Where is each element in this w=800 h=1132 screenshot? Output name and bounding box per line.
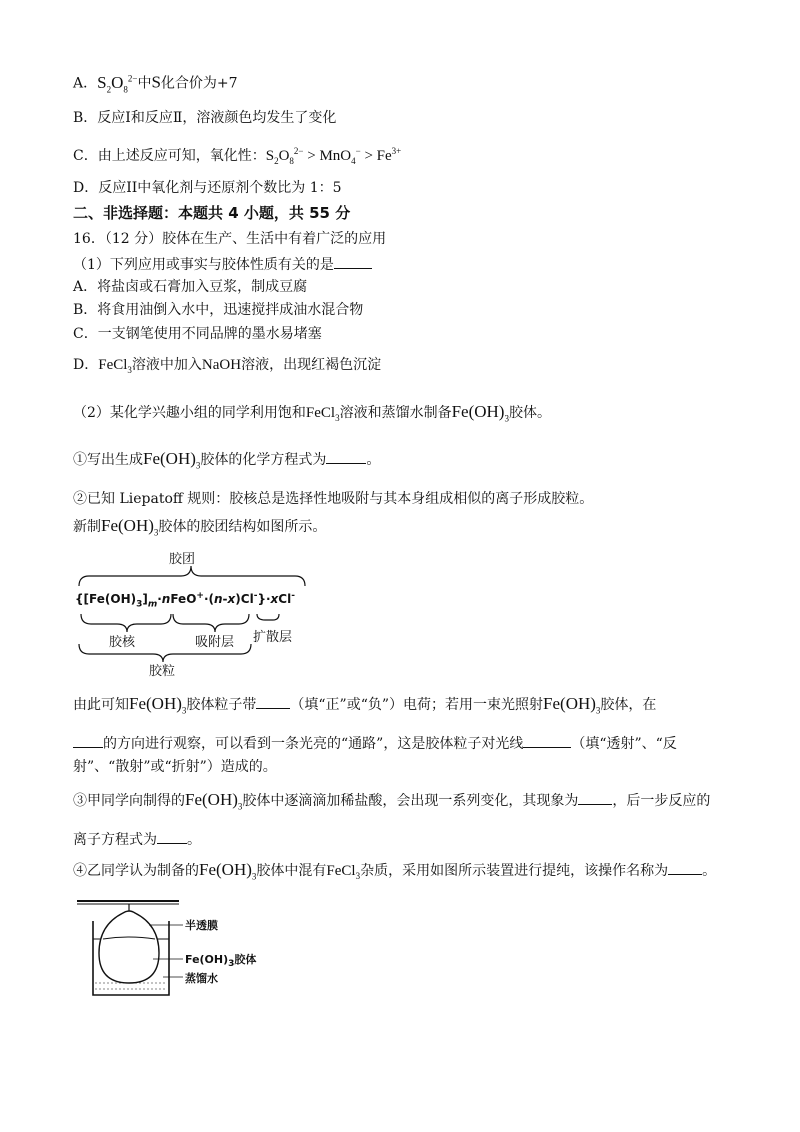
label-membrane: 半透膜 [185, 919, 218, 932]
chem-s2o8: $S_2O_8^{2-}$ [97, 72, 138, 95]
micelle-formula: $\{[Fe(OH)_3]_m\cdot nFeO^+\cdot(n-x)Cl^-\}\cdot xCl^-$ [75, 591, 295, 610]
q16-part2 [73, 402, 551, 428]
dialysis-diagram [73, 895, 273, 1005]
text-a: ③甲同学向制得的 [73, 793, 185, 809]
option-c-prefix: C．由上述反应可知，氧化性： [73, 148, 266, 164]
q16-sub1 [73, 449, 380, 475]
q16-part1-c: C．一支钢笔使用不同品牌的墨水易堵塞 [73, 326, 322, 342]
chem-feoh3: $Fe(OH)_3$ [199, 860, 257, 882]
option-a [73, 68, 238, 99]
answer-blank[interactable] [157, 829, 187, 844]
q16-part1-d [73, 355, 381, 380]
label-core: 胶核 [109, 635, 136, 650]
answer-blank[interactable] [73, 733, 103, 748]
text-b: 胶体中混有 [256, 863, 327, 879]
q16-stem: 16．（12 分）胶体在生产、生活中有着广泛的应用 [73, 231, 387, 247]
chem-feoh3: $Fe(OH)_3$ [143, 449, 201, 471]
label-micelle: 胶团 [169, 552, 196, 567]
option-label: D． [73, 357, 99, 373]
text-c: （填“正”或“负”）电荷；若用一束光照射 [290, 697, 544, 713]
text-c: 胶体。 [508, 405, 551, 421]
chem-feoh3: $Fe(OH)_3$ [451, 402, 509, 424]
q16-part1-text: （1）下列应用或事实与胶体性质有关的是 [73, 257, 334, 273]
answer-blank[interactable] [668, 860, 702, 875]
text-c: 杂质，采用如图所示装置进行提纯，该操作名称为 [360, 863, 669, 879]
option-c [73, 141, 401, 171]
text-tail: 溶液，出现红褐色沉淀 [241, 357, 382, 373]
answer-blank[interactable] [256, 694, 290, 709]
element-s: S [151, 72, 161, 92]
text-b: 胶体的化学方程式为 [200, 452, 327, 468]
q16-sub2: ②已知 Liepatoff 规则：胶核总是选择性地吸附与其本身组成相似的离子形成胶粒。 [73, 491, 594, 507]
text-b: 。 [187, 832, 201, 848]
label-particle: 胶粒 [149, 664, 176, 679]
chem-feoh3: $Fe(OH)_3$ [543, 694, 601, 716]
text-a: 离子方程式为 [73, 832, 157, 848]
q16-sub2-e: 射”、“散射”或“折射”）造成的。 [73, 759, 277, 775]
text-a: （2）某化学兴趣小组的同学利用饱和 [73, 405, 306, 421]
chem-feoh3: $Fe(OH)_3$ [129, 694, 187, 716]
answer-blank[interactable] [523, 733, 571, 748]
answer-blank[interactable] [334, 254, 372, 269]
text-a: ①写出生成 [73, 452, 143, 468]
label-adsorb: 吸附层 [195, 635, 235, 650]
text-a: 的方向进行观察，可以看到一条光亮的“通路”，这是胶体粒子对光线 [103, 736, 524, 752]
text-a: 由此可知 [73, 697, 129, 713]
q16-sub2-b [73, 516, 326, 542]
dialysis-apparatus [73, 895, 273, 1005]
text-b: （填“透射”、“反 [571, 736, 677, 752]
text-a: 新制 [73, 519, 101, 535]
text-b: 胶体粒子带 [186, 697, 257, 713]
text-b: 溶液和蒸馏水制备 [339, 405, 452, 421]
q16-part1 [73, 254, 372, 275]
answer-blank[interactable] [326, 449, 366, 464]
text-mid: 溶液中加入 [131, 357, 202, 373]
q16-sub3-b [73, 829, 201, 850]
micelle-diagram [73, 548, 313, 678]
q16-sub4 [73, 860, 716, 886]
text-a: ④乙同学认为制备的 [73, 863, 199, 879]
option-d: D．反应II中氧化剂与还原剂个数比为 1：5 [73, 180, 342, 196]
chem-fecl3: FeCl$_3$ [305, 405, 340, 423]
text-b: 胶体中逐滴滴加稀盐酸，会出现一系列变化，其现象为 [242, 793, 579, 809]
micelle-braces [73, 548, 313, 678]
option-label: A． [73, 75, 98, 92]
oxidizing-order: $S_2O_8^{2-} > MnO_4^- > Fe^{3+}$ [265, 146, 402, 166]
chem-feoh3: $Fe(OH)_3$ [101, 516, 159, 538]
option-b: B．反应Ⅰ和反应Ⅱ，溶液颜色均发生了变化 [73, 110, 337, 126]
text-tail: 化合价为+7 [160, 75, 238, 92]
q16-part1-a: A．将盐卤或石膏加入豆浆，制成豆腐 [73, 279, 308, 295]
label-colloid: $Fe(OH)_3$胶体 [185, 953, 257, 970]
answer-blank[interactable] [578, 790, 612, 805]
q16-sub2-d [73, 733, 677, 754]
q16-part1-b: B．将食用油倒入水中，迅速搅拌成油水混合物 [73, 302, 364, 318]
label-water: 蒸馏水 [185, 972, 218, 985]
chem-naoh: NaOH [201, 357, 242, 373]
text-b: 胶体的胶团结构如图所示。 [158, 519, 327, 535]
text-c: 。 [366, 452, 381, 468]
label-diffuse: 扩散层 [253, 630, 293, 645]
q16-sub3 [73, 790, 710, 816]
chem-feoh3: $Fe(OH)_3$ [185, 790, 243, 812]
text-c: ，后一步反应的 [612, 793, 711, 809]
text-d: 。 [702, 863, 717, 879]
text-mid: 中 [137, 75, 152, 92]
q16-sub2-c [73, 694, 656, 720]
section-heading: 二、非选择题：本题共 4 小题，共 55 分 [73, 204, 351, 222]
text-d: 胶体，在 [600, 697, 657, 713]
chem-fecl3: FeCl$_3$ [98, 357, 132, 375]
chem-fecl3: FeCl$_3$ [326, 863, 361, 881]
